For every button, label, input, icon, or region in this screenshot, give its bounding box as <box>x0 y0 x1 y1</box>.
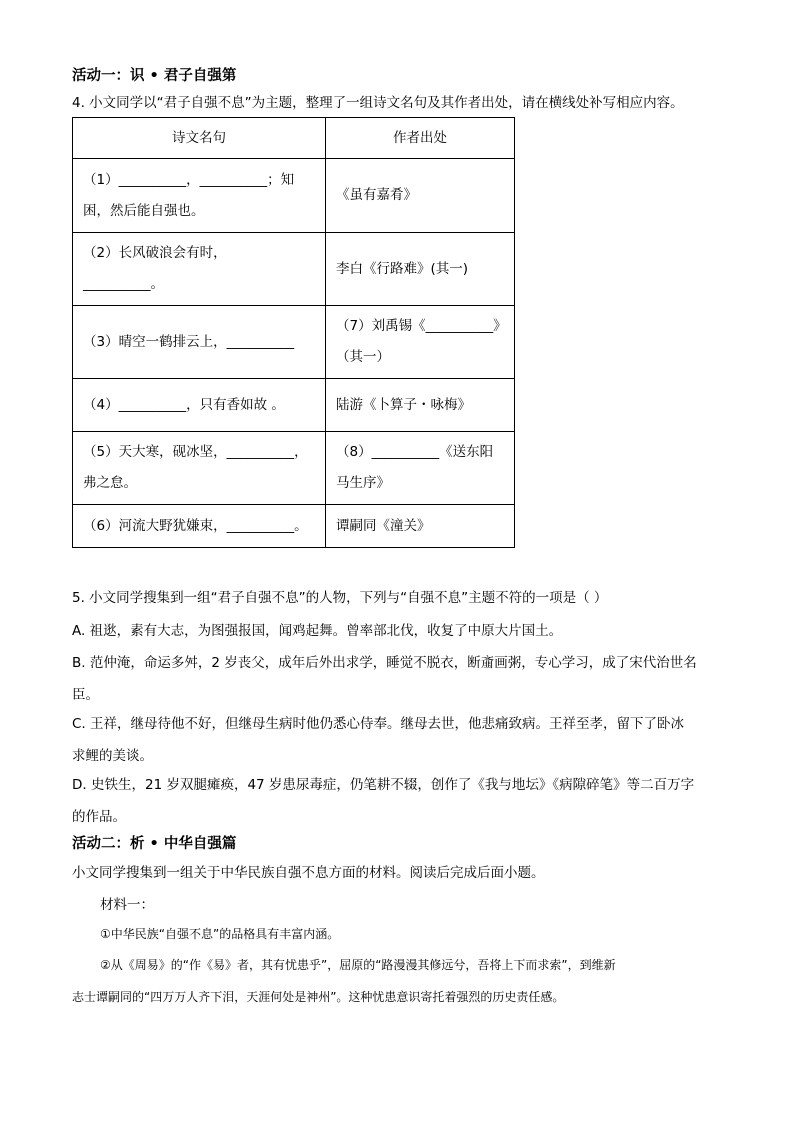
q5-option-a: A. 祖逖，素有大志，为图强报国，闻鸡起舞。曾率部北伐，收复了中原大片国土。 <box>72 623 563 639</box>
table-row <box>73 379 515 432</box>
material-title: 材料一： <box>100 897 154 913</box>
q5-option-d-line1: D. 史铁生，21 岁双腿瘫痪，47 岁患尿毒症，仍笔耕不辍，创作了《我与地坛》《病隙碎笔》等二百万字 <box>72 777 695 793</box>
poem-cell: （4）__________，只有香如故 。 <box>73 379 326 432</box>
source-cell: 李白《行路难》(其一) <box>326 233 515 306</box>
poem-cell: （3）晴空一鹤排云上，__________ <box>73 306 326 379</box>
table-row <box>73 306 515 379</box>
source-cell: 陆游《卜算子・咏梅》 <box>326 379 515 432</box>
q5-stem: 5. 小文同学搜集到一组“君子自强不息”的人物，下列与“自强不息”主题不符的一项是（ ） <box>72 590 608 606</box>
q4-stem: 4. 小文同学以“君子自强不息”为主题，整理了一组诗文名句及其作者出处，请在横线处补写相应内容。 <box>72 95 684 111</box>
poetry-table <box>72 117 515 548</box>
q5-option-b-line1: B. 范仲淹，命运多舛，2 岁丧父，成年后外出求学，睡觉不脱衣，断齑画粥，专心学习，成了宋代治世名 <box>72 655 697 671</box>
q5-option-c-line2: 求鲤的美谈。 <box>72 748 153 764</box>
q5-option-c-line1: C. 王祥，继母待他不好，但继母生病时他仍悉心侍奉。继母去世，他悲痛致病。王祥至孝，留下了卧冰 <box>72 716 685 732</box>
source-cell: 谭嗣同《潼关》 <box>326 505 515 548</box>
table-row <box>73 159 515 233</box>
material-line-2b: 志士谭嗣同的“四万万人齐下泪，天涯何处是神州”。这种忧患意识寄托着强烈的历史责任感。 <box>72 990 565 1004</box>
poem-cell: （2）长风破浪会有时， __________。 <box>73 233 326 306</box>
source-cell: 《虽有嘉肴》 <box>326 159 515 233</box>
material-line-1: ①中华民族“自强不息”的品格具有丰富内涵。 <box>100 927 340 941</box>
header-source: 作者出处 <box>326 118 515 159</box>
q5-option-d-line2: 的作品。 <box>72 809 126 825</box>
table-row <box>73 233 515 306</box>
material-line-2a: ②从《周易》的“作《易》者，其有忧患乎”，屈原的“路漫漫其修远兮，吾将上下而求索”，到维新 <box>100 958 616 972</box>
table-row <box>73 505 515 548</box>
header-poem: 诗文名句 <box>73 118 326 159</box>
activity1-heading: 活动一：识 • 君子自强第 <box>72 68 237 84</box>
poem-cell: （5）天大寒，砚冰坚，__________， 弗之怠。 <box>73 432 326 505</box>
q5-option-b-line2: 臣。 <box>72 687 99 703</box>
source-cell: （7）刘禹锡《__________》 （其一） <box>326 306 515 379</box>
activity2-heading: 活动二：析 • 中华自强篇 <box>72 836 237 852</box>
poem-cell: （1）__________，__________；知 困，然后能自强也。 <box>73 159 326 233</box>
table-header-row <box>73 118 515 159</box>
table-row <box>73 432 515 505</box>
poem-cell: （6）河流大野犹嫌束，__________。 <box>73 505 326 548</box>
source-cell: （8）__________《送东阳 马生序》 <box>326 432 515 505</box>
activity2-intro: 小文同学搜集到一组关于中华民族自强不息方面的材料。阅读后完成后面小题。 <box>72 865 545 881</box>
